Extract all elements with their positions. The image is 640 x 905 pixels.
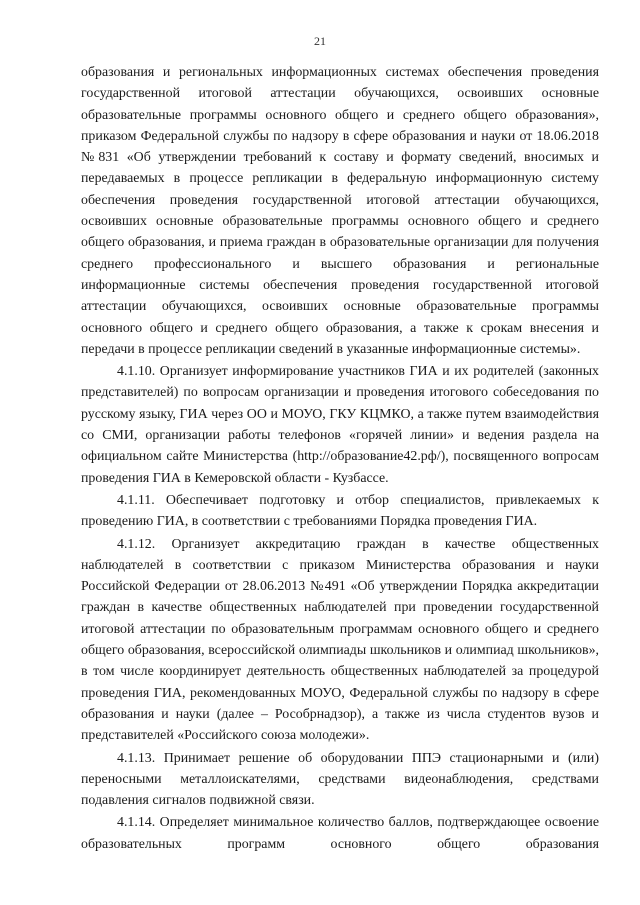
paragraph-4-1-11: 4.1.11. Обеспечивает подготовку и отбор специалистов, привлекаемых к проведению ГИА, в соответствии с требованиями Порядка проведения ГИА. <box>81 492 599 530</box>
paragraph-4-1-12: 4.1.12. Организует аккредитацию граждан в качестве общественных наблюдателей в соответствии с приказом Министерства образования и науки Российской Федерации от 28.06.2013 №491 «Об утверждении Порядка аккредитации граждан в качестве общественных наблюдателей при проведении государственной итоговой аттестации по образовательным программам основного общего и среднего общего образования, всероссийской олимпиады школьников и олимпиад школьников», в том числе координирует деятельность общественных наблюдателей за процедурой проведения ГИА, рекомендованных МОУО, Федеральной службы по надзору в сфере образования и науки (далее – Рособрнадзор), а также из числа студентов вузов и представителей «Российского союза молодежи». <box>81 536 599 744</box>
paragraph-4-1-10: 4.1.10. Организует информирование участников ГИА и их родителей (законных представителей) по вопросам организации и проведения итогового собеседования по русскому языку, ГИА через ОО и МОУО, ГКУ КЦМКО, а также путем взаимодействия со СМИ, организации работы телефонов «горячей линии» и ведения раздела на официальном сайте Министерства (http://образование42.рф/), посвященного вопросам проведения ГИА в Кемеровской области - Кузбассе. <box>81 364 599 486</box>
paragraph-continuation: образования и региональных информационных системах обеспечения проведения государственной итоговой аттестации обучающихся, освоивших основные образовательные программы основного общего и среднего общего образования», приказом Федеральной службы по надзору в сфере образования и науки от 18.06.2018 №831 «Об утверждении требований к составу и формату сведений, вносимых и передаваемых в процессе репликации в федеральную информационную систему обеспечения проведения государственной итоговой аттестации обучающихся, освоивших основные образовательные программы основного общего и среднего общего образования, и приема граждан в образовательные организации для получения среднего профессионального и высшего образования и региональные информационные системы обеспечения проведения государственной итоговой аттестации обучающихся, освоивших основные образовательные программы основного общего и среднего общего образования, а также к срокам внесения и передачи в процессе репликации сведений в указанные информационные системы». <box>81 65 599 357</box>
paragraph-4-1-13: 4.1.13. Принимает решение об оборудовании ППЭ стационарными и (или) переносными металлоискателями, средствами видеонаблюдения, средствами подавления сигналов подвижной связи. <box>81 750 599 809</box>
document-body <box>81 62 599 855</box>
page-number: 21 <box>314 34 326 48</box>
paragraph-4-1-14: 4.1.14. Определяет минимальное количество баллов, подтверждающее освоение образовательных программ основного общего образования <box>81 815 599 852</box>
